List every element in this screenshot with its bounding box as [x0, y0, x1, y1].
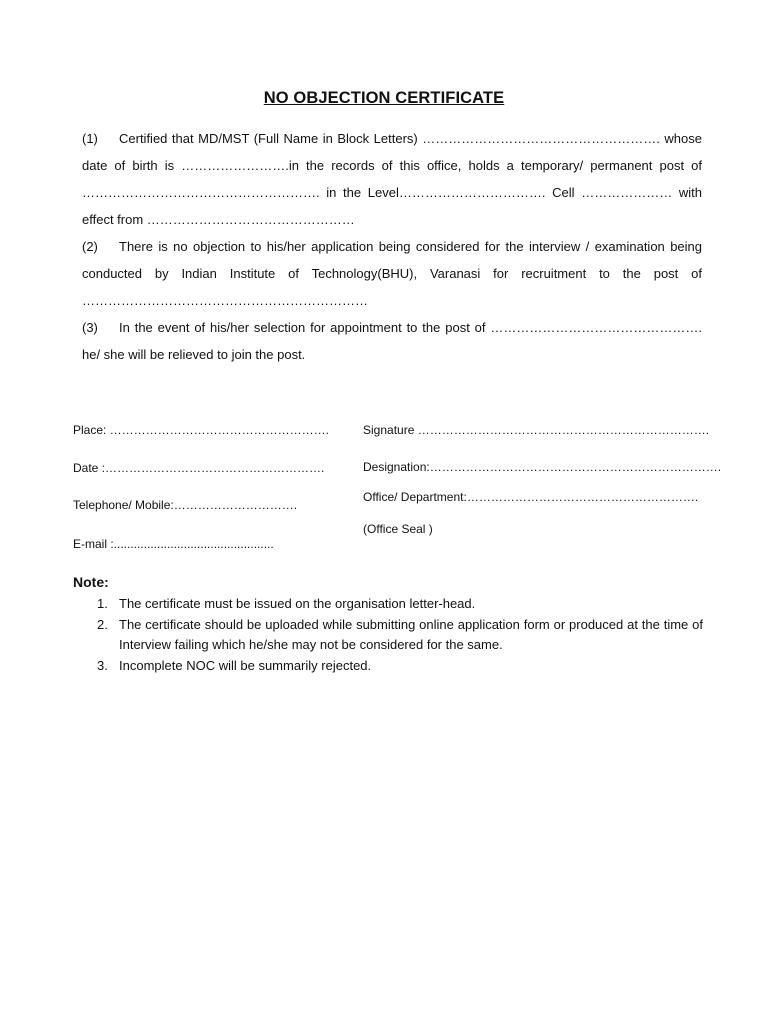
paragraph-1	[82, 125, 702, 233]
paragraph-text: Certified that MD/MST (Full Name in Block Letters) ………………………………………………. whose date of birth is …………………….in the records of this office, holds a temporary/ permanent post of ………………………………………………. in the Level……………………………. Cell ………………… with effect from …………………………………………	[82, 131, 702, 227]
note-item	[73, 615, 703, 655]
email-field: E-mail :................................................	[73, 537, 274, 551]
designation-field: Designation:……………………………………………………………….	[363, 460, 722, 474]
certificate-body	[82, 125, 702, 368]
date-field: Date :……………………………………………….	[73, 461, 325, 475]
note-item-number: 2.	[97, 617, 108, 632]
paragraph-text: There is no objection to his/her application being considered for the interview / examination being conducted by Indian Institute of Technology(BHU), Varanasi for recruitment to the post of …………………………………………………………	[82, 239, 702, 308]
place-field: Place: ……………………………………………….	[73, 423, 330, 437]
paragraph-number: (3)	[82, 320, 98, 335]
note-item-number: 1.	[97, 596, 108, 611]
paragraph-3	[82, 314, 702, 368]
paragraph-number: (1)	[82, 131, 98, 146]
telephone-field: Telephone/ Mobile:………………………….	[73, 498, 298, 512]
office-seal-label: (Office Seal )	[363, 522, 433, 536]
note-item-text: The certificate must be issued on the organisation letter-head.	[119, 596, 476, 611]
paragraph-text: In the event of his/her selection for appointment to the post of …………………………………………. he/ she will be relieved to join the post.	[82, 320, 702, 362]
office-department-field: Office/ Department:………………………………………………….	[363, 490, 699, 504]
note-item-text: The certificate should be uploaded while submitting online application form or produced at the time of Interview failing which he/she may not be considered for the same.	[119, 617, 703, 652]
page-title: NO OBJECTION CERTIFICATE	[263, 89, 505, 107]
note-heading: Note:	[73, 574, 109, 590]
note-item	[73, 656, 703, 676]
note-list	[73, 594, 703, 677]
paragraph-2	[82, 233, 702, 314]
note-item-number: 3.	[97, 658, 108, 673]
note-item	[73, 594, 703, 614]
signature-field: Signature ……………………………………………………………….	[363, 423, 710, 437]
note-item-text: Incomplete NOC will be summarily rejected.	[119, 658, 372, 673]
paragraph-number: (2)	[82, 239, 98, 254]
